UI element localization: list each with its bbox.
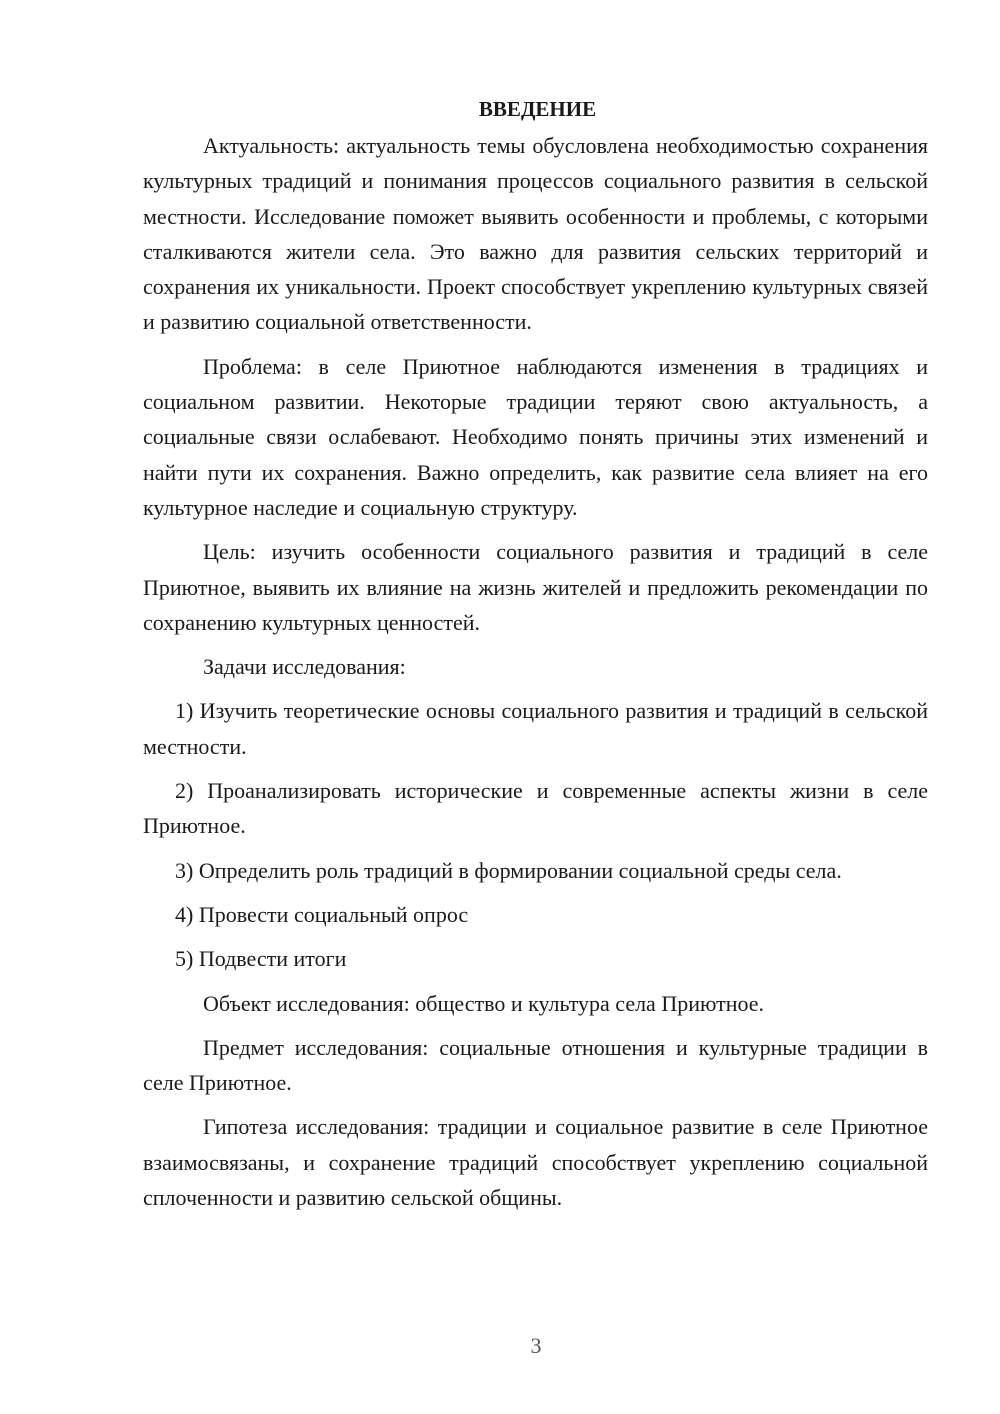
task-item-1: 1) Изучить теоретические основы социального развития и традиций в сельской местности. xyxy=(143,698,928,759)
paragraph-problem: Проблема: в селе Приютное наблюдаются изменения в традициях и социальном развитии. Некоторые традиции теряют свою актуальность, а социальные связи ослабевают. Необходимо понять причины этих изменений и найти пути их сохранения. Важно определить, как развитие села влияет на его культурное наследие и социальную структуру. xyxy=(143,353,928,520)
task-item-4: 4) Провести социальный опрос xyxy=(175,901,469,927)
task-item-3: 3) Определить роль традиций в формировании социальной среды села. xyxy=(175,857,842,883)
paragraph-object: Объект исследования: общество и культура села Приютное. xyxy=(203,990,765,1016)
page-title: ВВЕДЕНИЕ xyxy=(478,97,597,121)
task-item-2: 2) Проанализировать исторические и современные аспекты жизни в селе Приютное. xyxy=(143,778,928,839)
paragraph-relevance: Актуальность: актуальность темы обусловлена необходимостью сохранения культурных традиций и понимания процессов социального развития в сельской местности. Исследование поможет выявить особенности и проблемы, с которыми сталкиваются жители села. Это важно для развития сельских территорий и сохранения их уникальности. Проект способствует укреплению культурных связей и развитию социальной ответственности. xyxy=(143,133,928,335)
paragraph-subject: Предмет исследования: социальные отношения и культурные традиции в селе Приютное. xyxy=(143,1034,928,1096)
paragraph-goal: Цель: изучить особенности социального развития и традиций в селе Приютное, выявить их влияние на жизнь жителей и предложить рекомендации по сохранению культурных ценностей. xyxy=(143,539,928,635)
page-number: 3 xyxy=(530,1333,542,1358)
paragraph-hypothesis: Гипотеза исследования: традиции и социальное развитие в селе Приютное взаимосвязаны, и сохранение традиций способствует укреплению социальной сплоченности и развитию сельской общины. xyxy=(143,1114,928,1211)
page-content xyxy=(143,94,928,1215)
task-item-5: 5) Подвести итоги xyxy=(175,946,347,972)
paragraph-tasks-heading: Задачи исследования: xyxy=(203,654,406,680)
